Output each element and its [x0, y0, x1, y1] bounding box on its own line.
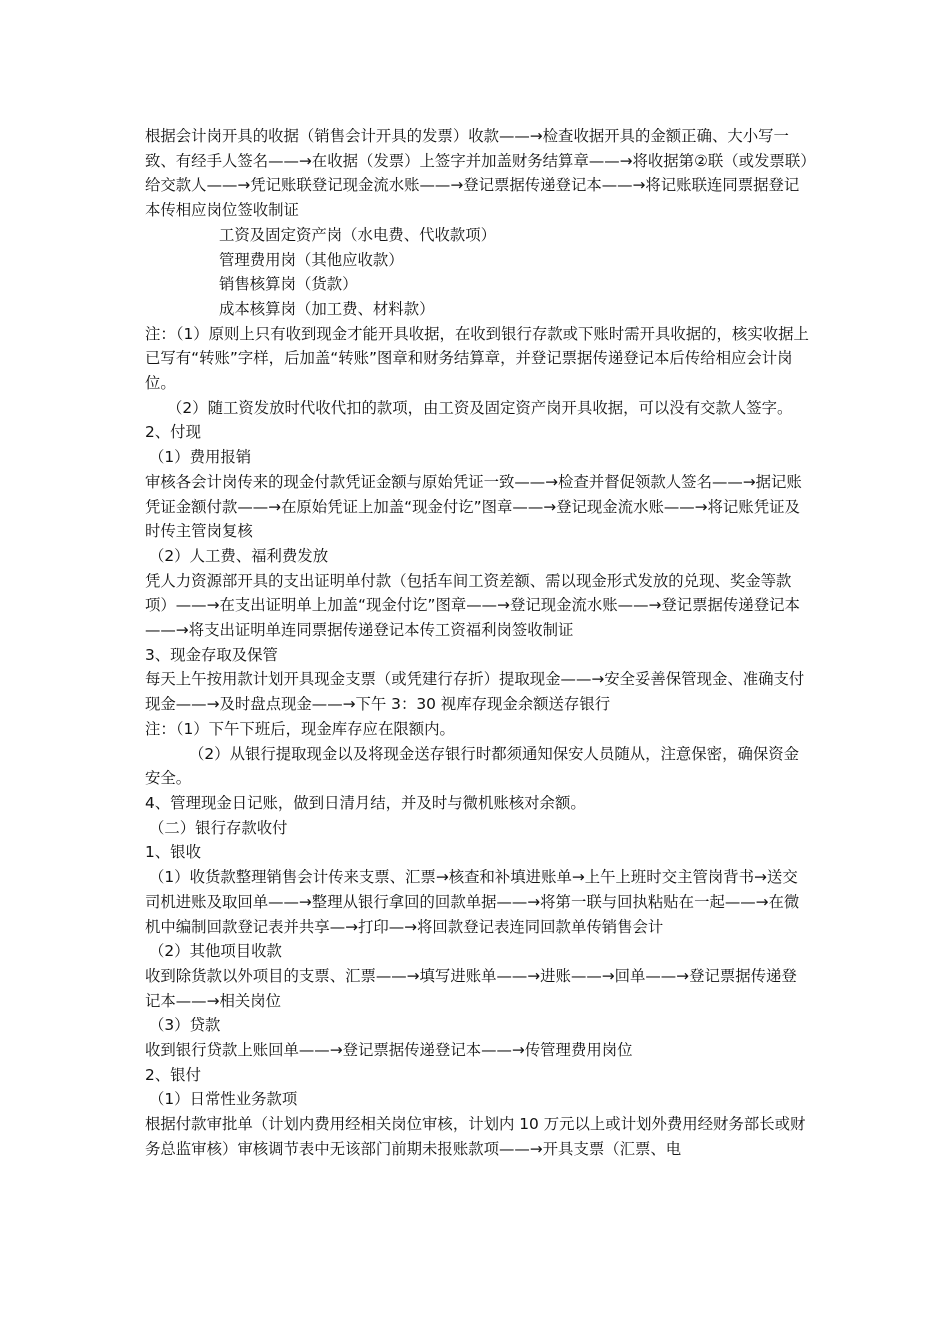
note-1-receipt-rules: 注：（1）原则上只有收到现金才能开具收据，在收到银行存款或下账时需开具收据的，核实收据上已写有“转账”字样，后加盖“转账”图章和财务结算章，并登记票据传递登记本后传给相应会计岗位。 [145, 324, 809, 393]
section-heading-cash-custody: 3、现金存取及保管 [145, 645, 278, 664]
note-2-payroll-deductions: （2）随工资发放时代收代扣的款项，由工资及固定资产岗开具收据，可以没有交款人签字。 [167, 398, 793, 417]
document-body [145, 124, 810, 1162]
subheading-expense-reimbursement: （1）费用报销 [149, 448, 252, 467]
section-heading-cash-journal: 4、管理现金日记账，做到日清月结，并及时与微机账核对余额。 [145, 793, 586, 812]
section-heading-cash-payment: 2、付现 [145, 423, 201, 442]
note-2-cash-security: （2）从银行提取现金以及将现金送存银行时都须通知保安人员随从，注意保密，确保资金安全。 [145, 744, 800, 788]
heading-bank-deposits: （二）银行存款收付 [149, 818, 288, 837]
paragraph-labor-welfare: 凭人力资源部开具的支出证明单付款（包括车间工资差额、需以现金形式发放的兑现、奖金等款项）——→在支出证明单上加盖“现金付讫”图章——→登记现金流水账——→登记票据传递登记本——→将支出证明单连同票据传递登记本传工资福利岗签收制证 [145, 571, 800, 640]
subheading-routine-payments: （1）日常性业务款项 [149, 1090, 298, 1109]
section-heading-bank-receipts: 1、银收 [145, 843, 201, 862]
section-heading-bank-payments: 2、银付 [145, 1065, 201, 1084]
list-item-payroll-assets-post: 工资及固定资产岗（水电费、代收款项） [219, 225, 497, 244]
subheading-labor-welfare: （2）人工费、福利费发放 [149, 546, 329, 565]
paragraph-expense-reimbursement: 审核各会计岗传来的现金付款凭证金额与原始凭证一致——→检查并督促领款人签名——→据记账凭证金额付款——→在原始凭证上加盖“现金付讫”图章——→登记现金流水账——→将记账凭证及时传主管岗复核 [145, 472, 802, 541]
paragraph-loans: 收到银行贷款上账回单——→登记票据传递登记本——→传管理费用岗位 [145, 1041, 633, 1060]
paragraph-routine-payments: 根据付款审批单（计划内费用经相关岗位审核，计划内 10 万元以上或计划外费用经财务部长或财务总监审核）审核调节表中无该部门前期未报账款项——→开具支票（汇票、电 [145, 1115, 806, 1158]
paragraph-other-receipts: 收到除货款以外项目的支票、汇票——→填写进账单——→进账——→回单——→登记票据传递登记本——→相关岗位 [145, 966, 797, 1010]
subheading-other-receipts: （2）其他项目收款 [149, 942, 282, 961]
list-item-admin-expense-post: 管理费用岗（其他应收款） [219, 250, 404, 269]
list-item-cost-accounting-post: 成本核算岗（加工费、材料款） [219, 299, 435, 318]
list-item-sales-accounting-post: 销售核算岗（货款） [219, 275, 358, 294]
paragraph-cash-receipt-process: 根据会计岗开具的收据（销售会计开具的发票）收款——→检查收据开具的金额正确、大小写一致、有经手人签名——→在收据（发票）上签字并加盖财务结算章——→将收据第②联（或发票联）给交款人——→凭记账联登记现金流水账——→登记票据传递登记本——→将记账联连同票据登记本传相应岗位签收制证 [145, 127, 808, 220]
subheading-loans: （3）贷款 [149, 1016, 221, 1035]
paragraph-cash-custody: 每天上午按用款计划开具现金支票（或凭建行存折）提取现金——→安全妥善保管现金、准确支付现金——→及时盘点现金——→下午 3：30 视库存现金余额送存银行 [145, 670, 805, 714]
paragraph-goods-payment-receipt: （1）收货款整理销售会计传来支票、汇票→核查和补填进账单→上午上班时交主管岗背书→送交司机进账及取回单——→整理从银行拿回的回款单据——→将第一联与回执粘贴在一起——→在微机中编制回款登记表并共享—→打印—→将回款登记表连同回款单传销售会计 [145, 868, 800, 936]
note-1-cash-limit: 注：（1）下午下班后，现金库存应在限额内。 [145, 719, 455, 738]
